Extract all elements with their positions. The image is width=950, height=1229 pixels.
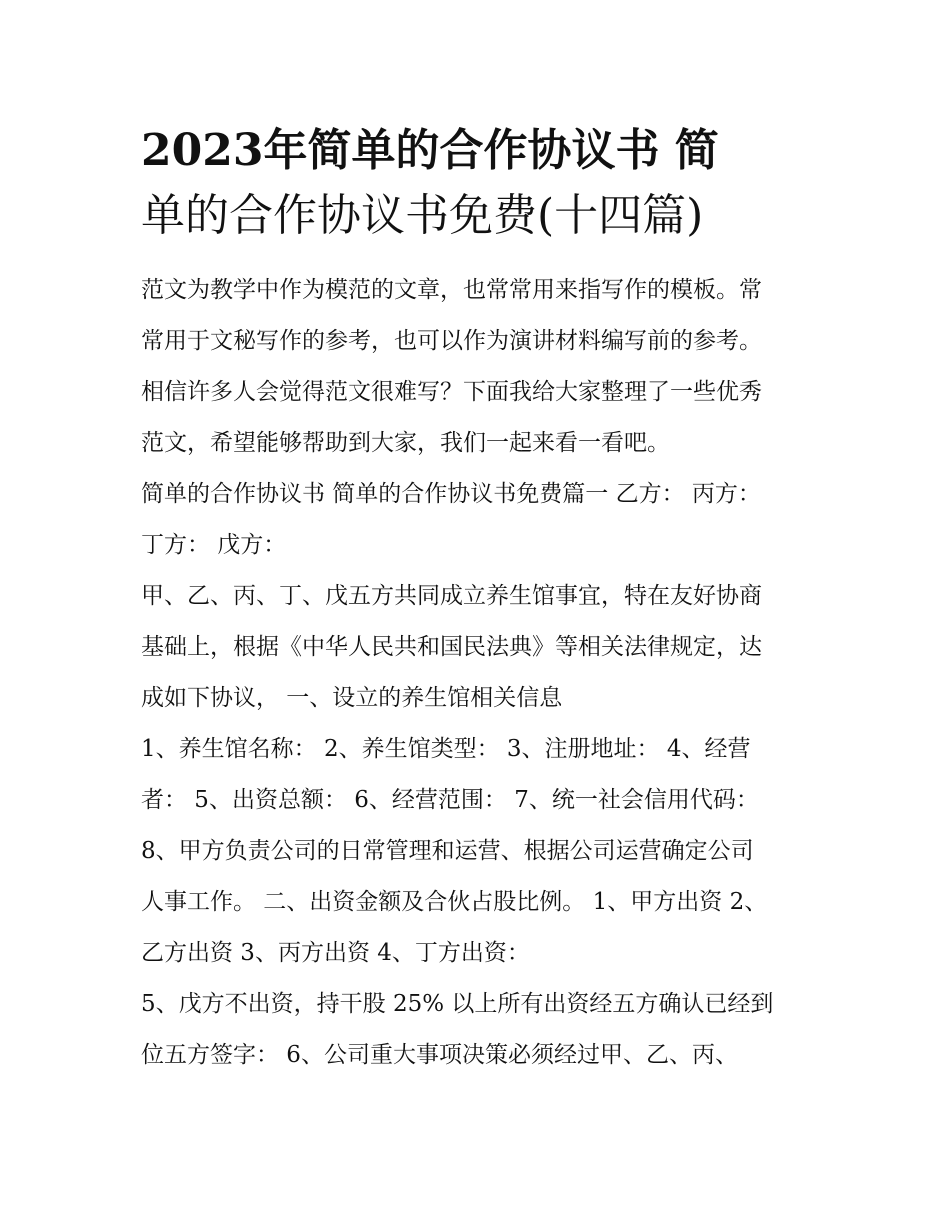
document-page [141,118,813,1081]
paragraph-management-capital [141,826,813,979]
paragraph-venue-info [141,724,813,826]
paragraph-line: 范文，希望能够帮助到大家，我们一起来看一看吧。 [141,430,670,456]
paragraph-line: 者： 5、出资总额： 6、经营范围： 7、统一社会信用代码： [141,787,759,813]
paragraph-line: 乙方出资 3、丙方出资 4、丁方出资： [141,940,530,966]
paragraph-parties [141,469,813,571]
document-title [141,118,813,248]
paragraph-line: 相信许多人会觉得范文很难写？下面我给大家整理了一些优秀 [141,379,762,405]
paragraph-shares-decisions [141,979,813,1081]
paragraph-intro [141,265,813,469]
title-line-1: 2023年简单的合作协议书 简 [141,125,719,176]
paragraph-line: 简单的合作协议书 简单的合作协议书免费篇一 乙方： 丙方： [141,481,761,507]
paragraph-line: 位五方签字： 6、公司重大事项决策必须经过甲、乙、丙、 [141,1042,738,1068]
paragraph-line: 8、甲方负责公司的日常管理和运营、根据公司运营确定公司 [141,838,754,864]
paragraph-line: 基础上，根据《中华人民共和国民法典》等相关法律规定，达 [141,634,762,660]
paragraph-line: 范文为教学中作为模范的文章，也常常用来指写作的模板。常 [141,277,762,303]
document-body [141,265,813,1081]
paragraph-line: 常用于文秘写作的参考，也可以作为演讲材料编写前的参考。 [141,328,762,354]
paragraph-line: 人事工作。 二、出资金额及合伙占股比例。 1、甲方出资 2、 [141,889,768,915]
paragraph-line: 成如下协议， 一、设立的养生馆相关信息 [141,685,563,711]
paragraph-line: 甲、乙、丙、丁、戊五方共同成立养生馆事宜，特在友好协商 [141,583,762,609]
paragraph-agreement-basis [141,571,813,724]
paragraph-line: 丁方： 戊方： [141,532,287,558]
paragraph-line: 5、戊方不出资，持干股 25% 以上所有出资经五方确认已经到 [141,991,774,1017]
paragraph-line: 1、养生馆名称： 2、养生馆类型： 3、注册地址： 4、经营 [141,736,751,762]
title-line-2: 单的合作协议书免费(十四篇) [141,190,704,241]
